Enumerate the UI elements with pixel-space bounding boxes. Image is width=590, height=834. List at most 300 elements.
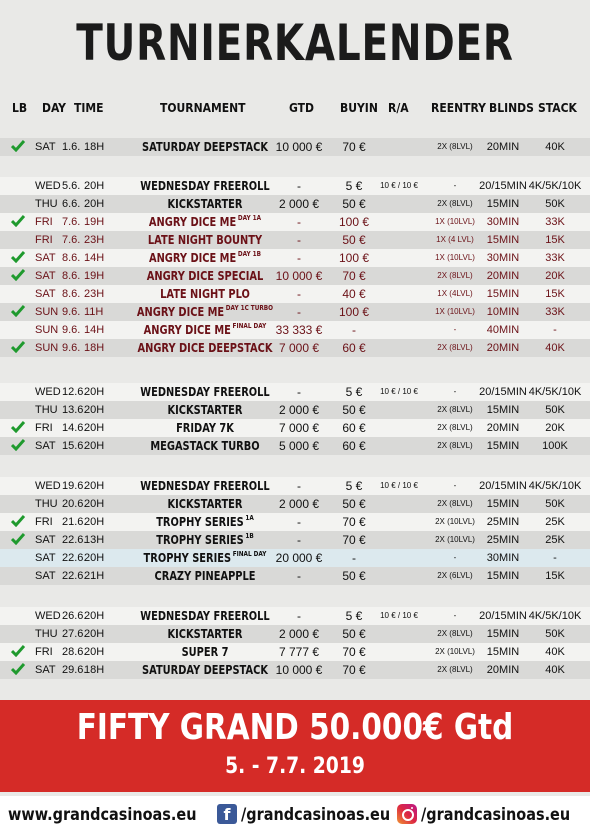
tournament-name [127,567,283,585]
table-row [0,419,590,437]
reentry-cell: - [453,611,457,620]
time-cell: 20H [84,628,105,640]
date-cell: 20.6. [62,498,87,510]
day-cell: SUN [35,324,59,336]
stack-cell: 100K [542,440,568,452]
blinds-cell: 40MIN [486,324,520,336]
buyin-cell: 50 € [342,569,366,583]
date-cell: 9.6. [62,342,81,354]
gtd-cell: 2 000 € [278,627,320,641]
checkmark-icon [11,341,25,353]
gtd-cell: - [297,233,301,247]
time-cell: 20H [84,440,105,452]
time-cell: 20H [84,422,105,434]
date-cell: 8.6. [62,288,81,300]
time-cell: 20H [84,610,105,622]
date-cell: 7.6. [62,234,81,246]
tournament-name-text: TROPHY SERIES [156,515,244,529]
table-row [0,285,590,303]
reentry-cell: 2X (8LVL) [437,423,473,432]
date-cell: 6.6. [62,198,81,210]
time-cell: 20H [84,180,105,192]
table-row [0,231,590,249]
blinds-cell: 15MIN [486,404,520,416]
tournament-name-text: LATE NIGHT PLO [160,287,250,301]
col-gtd: GTD [289,101,314,115]
stack-cell: - [553,324,557,336]
gtd-cell: - [297,287,301,301]
reentry-cell: 2X (6LVL) [437,571,473,580]
table-row [0,267,590,285]
stack-cell: 40K [545,646,565,658]
date-cell: 19.6. [62,480,87,492]
checkmark-icon [11,421,25,433]
buyin-cell: 70 € [342,269,366,283]
buyin-cell: 5 € [345,609,363,623]
day-cell: WED [35,480,61,492]
blinds-cell: 30MIN [486,216,520,228]
table-row [0,177,590,195]
buyin-cell: 50 € [342,627,366,641]
tournament-day-label: DAY 1B [237,250,262,258]
time-cell: 20H [84,552,105,564]
stack-cell: 15K [545,234,565,246]
buyin-cell: 100 € [338,251,370,265]
tournament-name-text: WEDNESDAY FREEROLL [140,179,270,193]
day-cell: WED [35,610,61,622]
table-row [0,567,590,585]
blinds-cell: 20MIN [486,141,520,153]
date-cell: 22.6. [62,552,87,564]
tournament-name-text: ANGRY DICE ME [136,305,225,319]
col-lb: LB [12,101,28,115]
tournament-name [127,513,283,531]
checkmark-icon [11,215,25,227]
tournament-name-text: ANGRY DICE ME [148,215,237,229]
reentry-cell: - [453,481,457,490]
table-row [0,495,590,513]
date-cell: 22.6. [62,534,87,546]
buyin-cell: 40 € [342,287,366,301]
tournament-name-text: CRAZY PINEAPPLE [154,569,256,583]
gtd-cell: - [297,215,301,229]
col-ra: R/A [388,101,409,115]
gtd-cell: 7 000 € [278,421,320,435]
table-row [0,138,590,156]
instagram-link[interactable]: /grandcasinoas.eu [421,805,571,825]
blinds-cell: 20/15MIN [479,386,527,398]
tournament-name [127,495,283,513]
time-cell: 20H [84,480,105,492]
time-cell: 14H [84,324,105,336]
stack-cell: 33K [545,216,565,228]
reentry-cell: 2X (8LVL) [437,405,473,414]
tournament-day-label: FINAL DAY [232,550,267,558]
day-cell: THU [35,198,58,210]
tournament-day-label: DAY 1C TURBO [225,304,274,312]
blinds-cell: 15MIN [486,234,520,246]
blinds-cell: 20MIN [486,664,520,676]
buyin-cell: - [352,323,356,337]
gtd-cell: 10 000 € [275,663,323,677]
col-time: TIME [74,101,104,115]
day-cell: SAT [35,664,56,676]
blinds-cell: 15MIN [486,646,520,658]
tournament-name [127,138,283,156]
tournament-day-label: 1B [245,532,254,540]
gtd-cell: - [297,305,301,319]
gtd-cell: - [297,533,301,547]
tournament-name [127,321,283,339]
blinds-cell: 20MIN [486,342,520,354]
time-cell: 20H [84,646,105,658]
table-row [0,195,590,213]
tournament-day-label: 1A [245,514,254,522]
time-cell: 20H [84,498,105,510]
table-row [0,549,590,567]
time-cell: 18H [84,664,105,676]
date-cell: 9.6. [62,306,81,318]
tournament-name-text: KICKSTARTER [167,403,243,417]
table-row [0,661,590,679]
day-cell: THU [35,628,58,640]
buyin-cell: 100 € [338,215,370,229]
tournament-name [127,383,283,401]
table-row [0,643,590,661]
tournament-name [127,195,283,213]
date-cell: 7.6. [62,216,81,228]
reentry-cell: 2X (8LVL) [437,441,473,450]
buyin-cell: 70 € [342,645,366,659]
day-cell: SAT [35,141,56,153]
table-row [0,213,590,231]
table-row [0,339,590,357]
stack-cell: - [553,552,557,564]
blinds-cell: 15MIN [486,440,520,452]
buyin-cell: 100 € [338,305,370,319]
blinds-cell: 25MIN [486,516,520,528]
banner-title: FIFTY GRAND 50.000€ Gtd [76,707,514,748]
blinds-cell: 30MIN [486,252,520,264]
stack-cell: 25K [545,516,565,528]
ra-cell: 10 € / 10 € [380,387,418,396]
tournament-name-text: TROPHY SERIES [143,551,232,565]
stack-cell: 4K/5K/10K [528,610,582,622]
reentry-cell: 2X (8LVL) [437,142,473,151]
tournament-name-text: MEGASTACK TURBO [150,439,260,453]
tournament-name-text: TROPHY SERIES [156,533,244,547]
tournament-name [127,419,283,437]
buyin-cell: 5 € [345,479,363,493]
day-cell: SAT [35,270,56,282]
tournament-name-text: KICKSTARTER [167,197,243,211]
col-tournament: TOURNAMENT [160,101,246,115]
gtd-cell: - [297,179,301,193]
stack-cell: 15K [545,570,565,582]
footer [0,796,590,834]
checkmark-icon [11,305,25,317]
tournament-day-label: FINAL DAY [232,322,267,330]
tournament-name-text: WEDNESDAY FREEROLL [140,609,270,623]
table-row [0,321,590,339]
gtd-cell: - [297,515,301,529]
time-cell: 13H [84,534,105,546]
date-cell: 21.6. [62,516,87,528]
table-row [0,477,590,495]
reentry-cell: - [453,387,457,396]
banner-date: 5. - 7.7. 2019 [225,754,365,779]
blinds-cell: 20/15MIN [479,480,527,492]
table-row [0,383,590,401]
reentry-cell: 1X (4 LVL) [436,235,474,244]
day-cell: FRI [35,216,53,228]
checkmark-icon [11,269,25,281]
gtd-cell: 10 000 € [275,140,323,154]
time-cell: 11H [84,306,104,318]
table-header [0,98,590,120]
ra-cell: 10 € / 10 € [380,611,418,620]
day-cell: SAT [35,288,56,300]
gtd-cell: 2 000 € [278,403,320,417]
reentry-cell: 2X (10LVL) [435,535,475,544]
blinds-cell: 15MIN [486,628,520,640]
date-cell: 8.6. [62,252,81,264]
gtd-cell: - [297,251,301,265]
stack-cell: 20K [545,422,565,434]
stack-cell: 40K [545,141,565,153]
tournament-name-text: LATE NIGHT BOUNTY [147,233,263,247]
blinds-cell: 15MIN [486,498,520,510]
table-row [0,303,590,321]
tournament-name [127,625,283,643]
tournament-name-text: ANGRY DICE ME [148,251,237,265]
time-cell: 21H [84,570,105,582]
checkmark-icon [11,251,25,263]
gtd-cell: - [297,609,301,623]
time-cell: 23H [84,288,105,300]
table-row [0,401,590,419]
buyin-cell: 70 € [342,140,366,154]
reentry-cell: 1X (4LVL) [437,289,473,298]
tournament-name-text: KICKSTARTER [167,627,243,641]
date-cell: 28.6. [62,646,87,658]
date-cell: 14.6. [62,422,87,434]
table-row [0,437,590,455]
gtd-cell: 2 000 € [278,197,320,211]
col-stack: STACK [538,101,577,115]
blinds-cell: 20MIN [486,422,520,434]
reentry-cell: - [453,553,457,562]
tournament-name-text: SUPER 7 [181,645,229,659]
buyin-cell: 50 € [342,497,366,511]
gtd-cell: 2 000 € [278,497,320,511]
date-cell: 29.6. [62,664,87,676]
day-cell: SAT [35,252,56,264]
day-cell: THU [35,404,58,416]
date-cell: 27.6. [62,628,87,640]
time-cell: 23H [84,234,105,246]
day-cell: WED [35,386,61,398]
tournament-name [127,643,283,661]
stack-cell: 4K/5K/10K [528,180,582,192]
tournament-name [127,213,283,231]
facebook-link[interactable]: /grandcasinoas.eu [241,805,391,825]
tournament-name-text: SATURDAY DEEPSTACK [142,140,268,154]
buyin-cell: 70 € [342,533,366,547]
date-cell: 26.6. [62,610,87,622]
tournament-name [127,607,283,625]
tournament-name [127,231,283,249]
gtd-cell: 10 000 € [275,269,323,283]
tournament-day-label: DAY 1A [237,214,262,222]
date-cell: 22.6. [62,570,87,582]
date-cell: 12.6. [62,386,87,398]
time-cell: 19H [84,216,105,228]
tournament-name [127,549,283,567]
stack-cell: 50K [545,198,565,210]
blinds-cell: 20/15MIN [479,180,527,192]
date-cell: 9.6. [62,324,81,336]
tournament-name-text: WEDNESDAY FREEROLL [140,479,270,493]
col-day: DAY [42,101,66,115]
day-cell: FRI [35,422,53,434]
reentry-cell: 1X (10LVL) [435,253,475,262]
time-cell: 19H [84,270,105,282]
day-cell: FRI [35,646,53,658]
checkmark-icon [11,515,25,527]
stack-cell: 50K [545,628,565,640]
instagram-icon [397,804,417,824]
table-row [0,249,590,267]
stack-cell: 40K [545,664,565,676]
stack-cell: 50K [545,404,565,416]
day-cell: FRI [35,234,53,246]
buyin-cell: 60 € [342,341,366,355]
tournament-name [127,303,283,321]
gtd-cell: 7 000 € [278,341,320,355]
reentry-cell: 2X (10LVL) [435,517,475,526]
stack-cell: 40K [545,342,565,354]
reentry-cell: 2X (8LVL) [437,665,473,674]
day-cell: SAT [35,534,56,546]
gtd-cell: - [297,569,301,583]
time-cell: 18H [84,141,105,153]
table-row [0,625,590,643]
gtd-cell: 5 000 € [278,439,320,453]
tournament-name-text: ANGRY DICE ME [143,323,231,337]
blinds-cell: 25MIN [486,534,520,546]
day-cell: SAT [35,440,56,452]
tournament-name [127,267,283,285]
stack-cell: 25K [545,534,565,546]
gtd-cell: - [297,479,301,493]
gtd-cell: 7 777 € [278,645,320,659]
date-cell: 1.6. [62,141,81,153]
tournament-name [127,401,283,419]
checkmark-icon [11,663,25,675]
reentry-cell: - [453,181,457,190]
tournament-name [127,177,283,195]
tournament-name-text: ANGRY DICE DEEPSTACK [137,341,273,355]
tournament-name [127,285,283,303]
buyin-cell: 60 € [342,439,366,453]
stack-cell: 15K [545,288,565,300]
buyin-cell: 50 € [342,403,366,417]
stack-cell: 4K/5K/10K [528,480,582,492]
time-cell: 18H [84,342,105,354]
tournament-name-text: SATURDAY DEEPSTACK [142,663,268,677]
buyin-cell: 60 € [342,421,366,435]
promo-banner [0,700,590,792]
time-cell: 20H [84,516,105,528]
col-blinds: BLINDS [489,101,534,115]
gtd-cell: 20 000 € [275,551,323,565]
blinds-cell: 10MIN [486,306,520,318]
date-cell: 13.6. [62,404,87,416]
tournament-name [127,661,283,679]
gtd-cell: 33 333 € [275,323,323,337]
time-cell: 20H [84,404,105,416]
blinds-cell: 15MIN [486,570,520,582]
time-cell: 14H [84,252,105,264]
day-cell: SUN [35,306,59,318]
date-cell: 5.6. [62,180,81,192]
tournament-name [127,531,283,549]
stack-cell: 50K [545,498,565,510]
checkmark-icon [11,439,25,451]
buyin-cell: 70 € [342,663,366,677]
reentry-cell: - [453,325,457,334]
blinds-cell: 30MIN [486,552,520,564]
checkmark-icon [11,645,25,657]
tournament-name-text: ANGRY DICE SPECIAL [146,269,264,283]
buyin-cell: 5 € [345,179,363,193]
table-row [0,607,590,625]
buyin-cell: 50 € [342,197,366,211]
col-buyin: BUYIN [340,101,378,115]
reentry-cell: 2X (8LVL) [437,343,473,352]
reentry-cell: 2X (8LVL) [437,629,473,638]
day-cell: SAT [35,570,56,582]
blinds-cell: 20MIN [486,270,520,282]
time-cell: 20H [84,386,105,398]
blinds-cell: 15MIN [486,198,520,210]
tournament-name-text: KICKSTARTER [167,497,243,511]
reentry-cell: 1X (10LVL) [435,217,475,226]
blinds-cell: 15MIN [486,288,520,300]
table-row [0,513,590,531]
day-cell: FRI [35,516,53,528]
tournament-name-text: FRIDAY 7K [176,421,234,435]
reentry-cell: 2X (8LVL) [437,499,473,508]
checkmark-icon [11,533,25,545]
blinds-cell: 20/15MIN [479,610,527,622]
website-link[interactable]: www.grandcasinoas.eu [8,805,197,825]
date-cell: 15.6. [62,440,87,452]
reentry-cell: 1X (10LVL) [435,307,475,316]
stack-cell: 4K/5K/10K [528,386,582,398]
gtd-cell: - [297,385,301,399]
buyin-cell: 50 € [342,233,366,247]
time-cell: 20H [84,198,105,210]
day-cell: WED [35,180,61,192]
buyin-cell: - [352,551,356,565]
ra-cell: 10 € / 10 € [380,481,418,490]
checkmark-icon [11,140,25,152]
buyin-cell: 70 € [342,515,366,529]
tournament-name [127,249,283,267]
ra-cell: 10 € / 10 € [380,181,418,190]
